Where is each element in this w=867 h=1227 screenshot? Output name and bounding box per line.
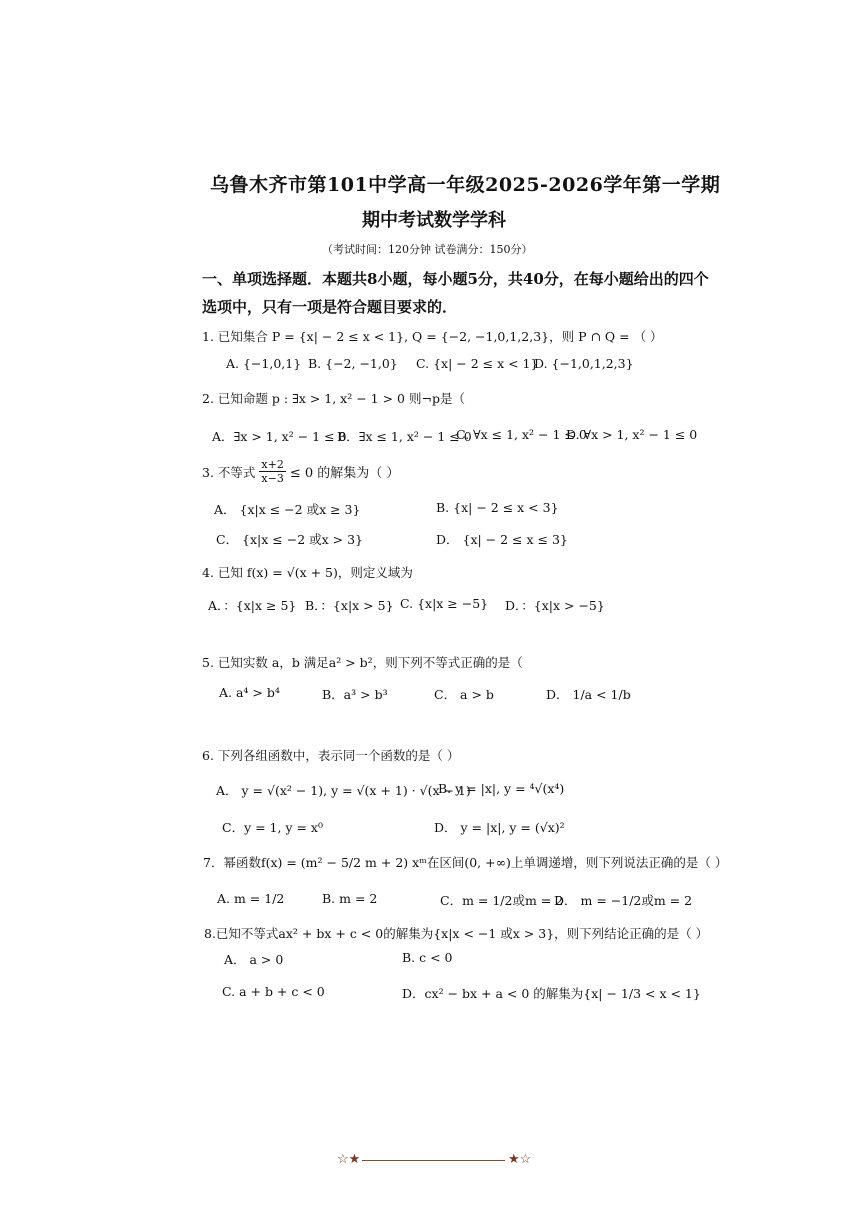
exam-subtitle: 期中考试数学学科 xyxy=(362,210,506,231)
question-3-stem-prefix: 3. 不等式 xyxy=(202,464,256,480)
question-5-option-c: C． a > b xyxy=(434,687,494,702)
question-4-stem: 4. 已知 f(x) = √(x + 5)，则定义域为 xyxy=(202,565,413,580)
question-2-option-d: D. ∀x > 1, x² − 1 ≤ 0 xyxy=(566,427,698,442)
question-3-numerator: x+2 xyxy=(261,458,284,471)
question-4-option-a: A．：{x|x ≥ 5} xyxy=(208,598,297,613)
question-7-option-a: A. m = 1/2 xyxy=(217,891,285,906)
question-3-stem-suffix: ≤ 0 的解集为（ ） xyxy=(289,466,400,481)
question-7-option-c: C．m = 1/2或m = 2 xyxy=(440,893,564,908)
question-1-option-b: B. {−2, −1,0} xyxy=(308,356,398,371)
question-7-stem: 7．幂函数f(x) = (m² − 5/2 m + 2) xᵐ在区间(0, +∞)上单调递增，则下列说法正确的是（ ） xyxy=(203,855,728,870)
question-3-option-b: B. {x| − 2 ≤ x < 3} xyxy=(436,500,559,515)
question-1-option-a: A. {−1,0,1} xyxy=(226,356,302,371)
question-8-stem: 8.已知不等式ax² + bx + c < 0的解集为{x|x < −1 或x > 3}，则下列结论正确的是（ ） xyxy=(204,926,709,941)
question-6-option-b: B. y = |x|, y = ⁴√(x⁴) xyxy=(438,781,565,796)
footer-stars-left-icon: ☆★ xyxy=(337,1152,361,1167)
question-2-option-c: C. ∀x ≤ 1, x² − 1 ≤ 0 xyxy=(456,427,587,442)
question-1-option-c: C. {x| − 2 ≤ x < 1} xyxy=(416,356,539,371)
question-1-option-d: D. {−1,0,1,2,3} xyxy=(534,356,634,371)
question-8-option-d: D．cx² − bx + a < 0 的解集为{x| − 1/3 < x < 1} xyxy=(402,986,701,1001)
question-6-stem: 6. 下列各组函数中，表示同一个函数的是（ ） xyxy=(202,748,460,763)
question-3-option-c: C． {x|x ≤ −2 或x > 3} xyxy=(216,532,363,547)
question-6-option-a: A． y = √(x² − 1), y = √(x + 1) · √(x − 1) xyxy=(216,783,471,798)
question-8-option-b: B. c < 0 xyxy=(402,950,453,965)
question-3-option-a: A． {x|x ≤ −2 或x ≥ 3} xyxy=(214,502,361,517)
question-3-option-d: D． {x| − 2 ≤ x ≤ 3} xyxy=(436,532,568,547)
question-3-denominator: x−3 xyxy=(261,472,284,485)
question-6-option-c: C．y = 1, y = x⁰ xyxy=(222,820,323,835)
question-4-option-b: B．：{x|x > 5} xyxy=(305,598,394,613)
question-3-stem xyxy=(202,458,399,485)
footer-divider xyxy=(362,1160,505,1161)
question-5-option-d: D． 1/a < 1/b xyxy=(546,687,631,702)
question-7-option-d: D． m = −1/2或m = 2 xyxy=(554,893,693,908)
question-2-option-b: B．∃x ≤ 1, x² − 1 ≤ 0 xyxy=(337,429,472,444)
question-8-option-c: C. a + b + c < 0 xyxy=(222,984,325,999)
exam-title: 乌鲁木齐市第101中学高一年级2025-2026学年第一学期 xyxy=(210,174,721,196)
question-2-option-a: A．∃x > 1, x² − 1 ≤ 0 xyxy=(212,429,347,444)
question-4-option-c: C. {x|x ≥ −5} xyxy=(400,596,489,611)
question-6-option-d: D． y = |x|, y = (√x)² xyxy=(434,820,565,835)
question-2-stem: 2. 已知命题 p : ∃x > 1, x² − 1 > 0 则¬p是（ xyxy=(202,391,465,406)
exam-meta: （考试时间：120分钟 试卷满分：150分） xyxy=(322,243,533,256)
question-5-option-b: B．a³ > b³ xyxy=(322,687,388,702)
question-3-fraction xyxy=(259,458,285,485)
section-heading-line1: 一、单项选择题．本题共8小题，每小题5分，共40分，在每小题给出的四个 xyxy=(202,270,709,288)
question-8-option-a: A． a > 0 xyxy=(224,952,284,967)
question-1-stem: 1. 已知集合 P = {x| − 2 ≤ x < 1}, Q = {−2, −1,0,1,2,3}，则 P ∩ Q = （ ） xyxy=(202,329,663,344)
footer-stars-right-icon: ★☆ xyxy=(508,1152,532,1167)
question-5-stem: 5. 已知实数 a，b 满足a² > b²，则下列不等式正确的是（ xyxy=(202,655,523,670)
question-7-option-b: B. m = 2 xyxy=(322,891,378,906)
question-4-option-d: D．：{x|x > −5} xyxy=(505,598,605,613)
question-5-option-a: A. a⁴ > b⁴ xyxy=(219,685,280,700)
section-heading-line2: 选项中，只有一项是符合题目要求的． xyxy=(202,298,458,316)
